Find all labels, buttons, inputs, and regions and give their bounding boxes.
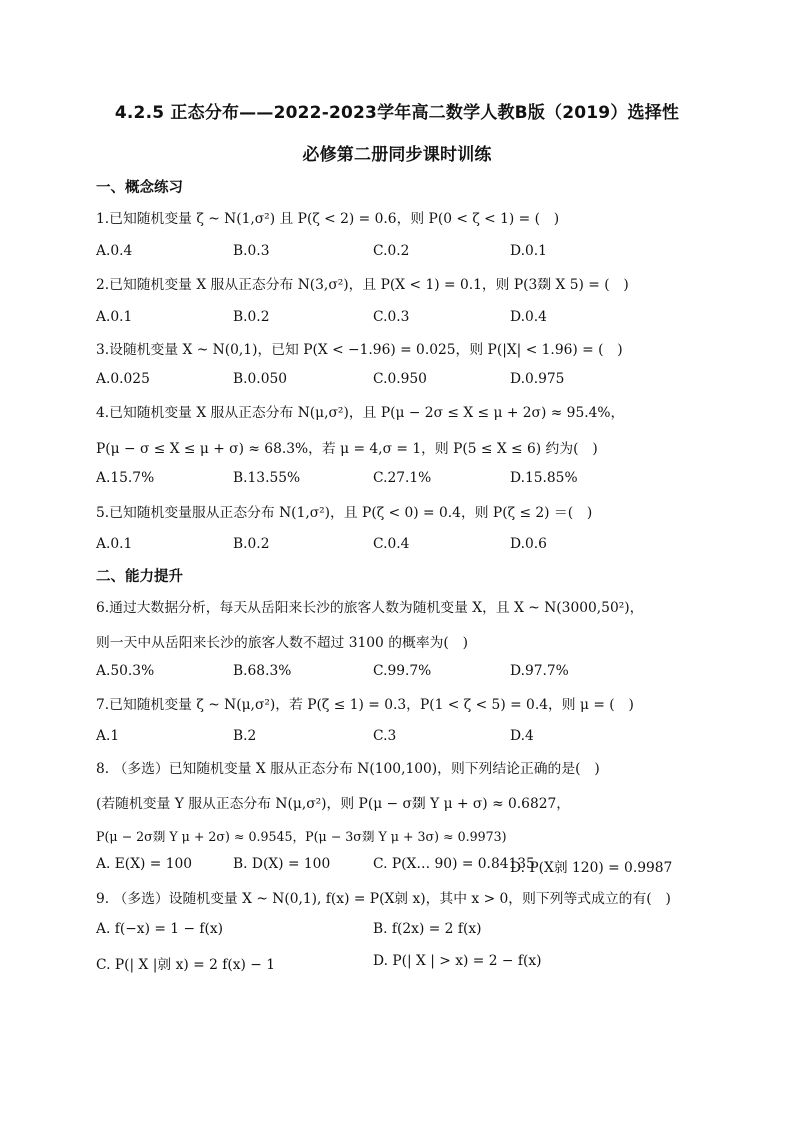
option-c: C.99.7% [373,663,432,679]
option-c: C. P(| X |剠 x) = 2 f(x) − 1 [96,957,275,973]
question-5-stem: 5.已知随机变量服从正态分布 N(1,σ²)，且 P(ζ < 0) = 0.4，则 P(ζ ≤ 2) ＝( ) [96,505,593,521]
question-4-stem-continued: P(μ − σ ≤ X ≤ μ + σ) ≈ 68.3%，若 μ = 4,σ = 1，则 P(5 ≤ X ≤ 6) 约为( ) [96,441,598,457]
option-b: B.0.3 [233,243,270,259]
option-d: D.4 [510,728,534,744]
option-c: C.0.3 [373,309,410,325]
question-2-options [96,309,736,329]
document-title-line-1: 4.2.5 正态分布——2022-2023学年高二数学人教B版（2019）选择性 [114,103,680,123]
option-d: D.15.85% [510,470,578,486]
option-b: B. D(X) = 100 [233,856,331,872]
option-a: A.15.7% [96,470,155,486]
option-d: D. P(X剠 120) = 0.9987 [510,860,673,876]
question-5-options [96,536,736,556]
option-a: A.0.1 [96,309,133,325]
option-b: B. f(2x) = 2 f(x) [373,921,482,937]
option-b: B.13.55% [233,470,301,486]
option-c: C.27.1% [373,470,432,486]
option-a: A.0.025 [96,371,150,387]
question-6-options [96,663,736,683]
option-d: D.0.1 [510,243,547,259]
option-d: D.0.6 [510,536,547,552]
option-a: A.50.3% [96,663,155,679]
question-3-options [96,371,736,391]
option-b: B.0.2 [233,309,270,325]
option-c: C.0.2 [373,243,410,259]
section-heading-improvement: 二、能力提升 [96,569,183,585]
option-b: B.0.2 [233,536,270,552]
option-a: A. E(X) = 100 [96,856,193,872]
option-d: D.97.7% [510,663,569,679]
option-b: B.0.050 [233,371,288,387]
question-6-stem: 6.通过大数据分析，每天从岳阳来长沙的旅客人数为随机变量 X，且 X ~ N(3000,50²)， [96,600,644,616]
question-8-stem: 8. （多选）已知随机变量 X 服从正态分布 N(100,100)，则下列结论正确的是( ) [96,761,600,777]
option-d: D.0.975 [510,371,565,387]
option-a: A. f(−x) = 1 − f(x) [96,921,224,937]
section-heading-concepts: 一、概念练习 [96,180,183,196]
question-9-options-row-1 [96,921,736,941]
option-d: D.0.4 [510,309,547,325]
question-9-options-row-2 [96,953,736,973]
question-1-stem: 1.已知随机变量 ζ ~ N(1,σ²) 且 P(ζ < 2) = 0.6，则 P(0 < ζ < 1) = ( ) [96,211,560,227]
option-b: B.68.3% [233,663,292,679]
option-b: B.2 [233,728,257,744]
option-c: C. P(X… 90) = 0.84135 [373,856,535,872]
question-4-stem: 4.已知随机变量 X 服从正态分布 N(μ,σ²)，且 P(μ − 2σ ≤ X ≤ μ + 2σ) ≈ 95.4%， [96,405,625,421]
question-8-options [96,856,736,876]
question-2-stem: 2.已知随机变量 X 服从正态分布 N(3,σ²)，且 P(X < 1) = 0.1，则 P(3剟 X 5) = ( ) [96,277,629,293]
document-title-line-2: 必修第二册同步课时训练 [302,145,492,165]
option-a: A.0.4 [96,243,133,259]
option-d: D. P(| X | > x) = 2 − f(x) [373,953,542,969]
question-8-stem-continued: (若随机变量 Y 服从正态分布 N(μ,σ²)，则 P(μ − σ剟 Y μ + σ) ≈ 0.6827， [96,796,571,812]
option-c: C.3 [373,728,397,744]
option-c: C.0.4 [373,536,410,552]
option-c: C.0.950 [373,371,427,387]
question-8-stem-continued-2: P(μ − 2σ剟 Y μ + 2σ) ≈ 0.9545，P(μ − 3σ剟 Y μ + 3σ) ≈ 0.9973) [96,829,507,844]
question-7-options [96,728,736,748]
option-a: A.1 [96,728,120,744]
option-a: A.0.1 [96,536,133,552]
question-4-options [96,470,736,490]
question-6-stem-continued: 则一天中从岳阳来长沙的旅客人数不超过 3100 的概率为( ) [96,635,468,651]
question-1-options [96,243,736,263]
question-9-stem: 9. （多选）设随机变量 X ~ N(0,1), f(x) = P(X剠 x)，其中 x > 0，则下列等式成立的有( ) [96,891,671,907]
question-7-stem: 7.已知随机变量 ζ ~ N(μ,σ²)，若 P(ζ ≤ 1) = 0.3，P(1 < ζ < 5) = 0.4，则 μ = ( ) [96,697,634,713]
question-3-stem: 3.设随机变量 X ~ N(0,1)，已知 P(X < −1.96) = 0.025，则 P(|X| < 1.96) = ( ) [96,342,623,358]
